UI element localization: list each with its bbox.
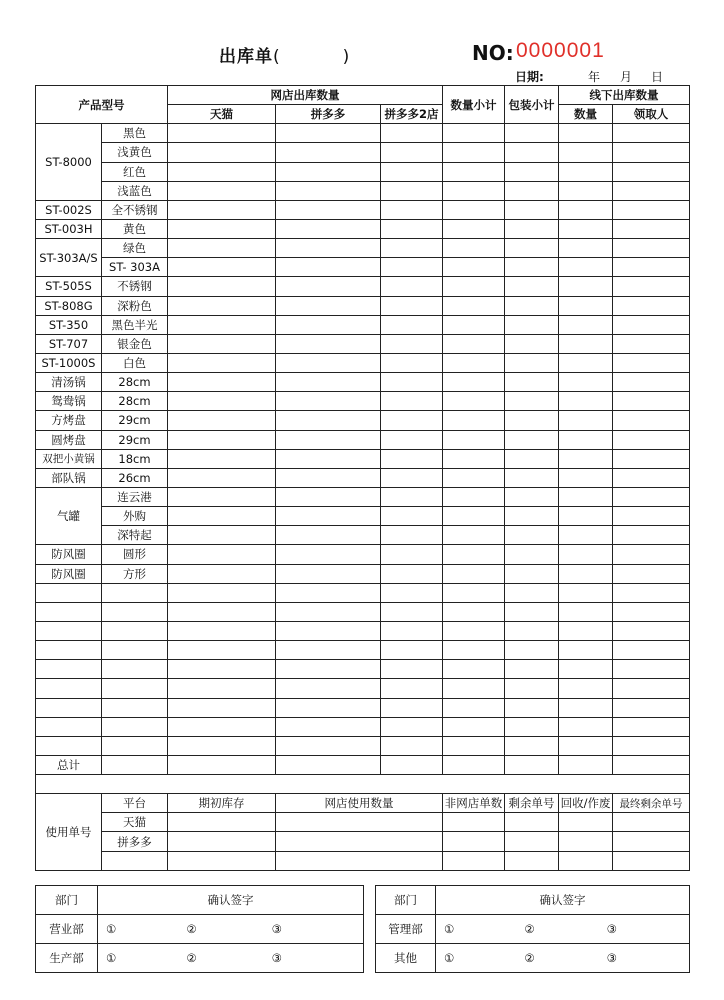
usage-opening-stock: 期初库存 xyxy=(168,794,276,813)
model-cell: 部队锅 xyxy=(36,468,102,487)
model-cell: 方烤盘 xyxy=(36,411,102,430)
usage-row xyxy=(36,851,690,870)
sign-confirm-header: 确认签字 xyxy=(436,886,690,915)
sign-slot-3[interactable]: ③ xyxy=(606,922,617,936)
sign-dept-header: 部门 xyxy=(36,886,98,915)
spec-cell: 黑色 xyxy=(102,124,168,143)
sign-slot-1[interactable]: ① xyxy=(444,922,455,936)
sign-slot-2[interactable]: ② xyxy=(524,922,535,936)
table-row xyxy=(36,487,690,506)
spec-cell: 浅黄色 xyxy=(102,143,168,162)
model-cell: ST-505S xyxy=(36,277,102,296)
sign-dept-production: 生产部 xyxy=(36,944,98,973)
sign-dept-sales: 营业部 xyxy=(36,915,98,944)
serial-number: 0000001 xyxy=(516,39,605,62)
total-label: 总计 xyxy=(36,755,102,774)
total-row xyxy=(36,755,690,774)
spec-cell: 不锈钢 xyxy=(102,277,168,296)
table-row xyxy=(36,315,690,334)
sign-slot-2[interactable]: ② xyxy=(524,951,535,965)
model-cell: ST-1000S xyxy=(36,353,102,372)
table-row xyxy=(36,373,690,392)
blank-row xyxy=(36,583,690,602)
sign-table-right xyxy=(375,885,690,973)
spec-cell: 28cm xyxy=(102,373,168,392)
usage-row xyxy=(36,832,690,851)
blank-row xyxy=(36,679,690,698)
title-text: 出库单 xyxy=(219,47,273,67)
table-row xyxy=(36,143,690,162)
table-row xyxy=(36,296,690,315)
spec-cell: 28cm xyxy=(102,392,168,411)
table-row xyxy=(36,526,690,545)
model-cell: 防风圈 xyxy=(36,564,102,583)
spec-cell: 方形 xyxy=(102,564,168,583)
usage-platform-tmall: 天猫 xyxy=(102,813,168,832)
usage-label: 使用单号 xyxy=(36,794,102,871)
col-pdd2: 拼多多2店 xyxy=(381,105,443,124)
model-cell: ST-8000 xyxy=(36,124,102,201)
col-online-out: 网店出库数量 xyxy=(168,86,443,105)
table-row xyxy=(36,124,690,143)
model-cell: 鸳鸯锅 xyxy=(36,392,102,411)
spec-cell: 黑色半光 xyxy=(102,315,168,334)
spec-cell: 绿色 xyxy=(102,239,168,258)
blank-row xyxy=(36,621,690,640)
col-offline-out: 线下出库数量 xyxy=(559,86,690,105)
blank-row xyxy=(36,717,690,736)
table-row xyxy=(36,219,690,238)
spec-cell: 银金色 xyxy=(102,334,168,353)
model-cell: ST-303A/S xyxy=(36,239,102,277)
model-cell: 双把小黄锅 xyxy=(36,449,102,468)
table-row xyxy=(36,430,690,449)
table-row xyxy=(36,392,690,411)
date-year: 年 xyxy=(588,70,601,84)
table-row xyxy=(36,411,690,430)
model-cell: 清汤锅 xyxy=(36,373,102,392)
col-pack-subtotal: 包装小计 xyxy=(505,86,559,124)
sign-slot-3[interactable]: ③ xyxy=(606,951,617,965)
spec-cell: 外购 xyxy=(102,507,168,526)
col-qty-subtotal: 数量小计 xyxy=(443,86,505,124)
spec-cell: 深特起 xyxy=(102,526,168,545)
sign-slot-3[interactable]: ③ xyxy=(271,922,282,936)
title-paren-close: ) xyxy=(342,47,351,67)
table-row xyxy=(36,564,690,583)
usage-platform-pdd: 拼多多 xyxy=(102,832,168,851)
spec-cell: 浅蓝色 xyxy=(102,181,168,200)
table-row xyxy=(36,162,690,181)
spacer-row xyxy=(36,775,690,794)
col-tmall: 天猫 xyxy=(168,105,276,124)
spec-cell: 黄色 xyxy=(102,219,168,238)
usage-platform: 平台 xyxy=(102,794,168,813)
sign-slot-1[interactable]: ① xyxy=(444,951,455,965)
sign-slot-2[interactable]: ② xyxy=(186,922,197,936)
model-cell: ST-002S xyxy=(36,200,102,219)
sign-slot-1[interactable]: ① xyxy=(106,922,117,936)
spec-cell: 红色 xyxy=(102,162,168,181)
col-product-model: 产品型号 xyxy=(36,86,168,124)
sign-slot-2[interactable]: ② xyxy=(186,951,197,965)
form-title xyxy=(219,42,350,67)
table-row xyxy=(36,258,690,277)
model-cell: ST-707 xyxy=(36,334,102,353)
outbound-table xyxy=(35,85,690,871)
spec-cell: 18cm xyxy=(102,449,168,468)
usage-header-row xyxy=(36,794,690,813)
spec-cell: 29cm xyxy=(102,411,168,430)
blank-row xyxy=(36,660,690,679)
table-row xyxy=(36,507,690,526)
spec-cell: 深粉色 xyxy=(102,296,168,315)
table-row xyxy=(36,468,690,487)
col-qty: 数量 xyxy=(559,105,613,124)
usage-remaining: 剩余单号 xyxy=(505,794,559,813)
model-cell: 气罐 xyxy=(36,487,102,544)
spec-cell: 29cm xyxy=(102,430,168,449)
table-row xyxy=(36,239,690,258)
date-month: 月 xyxy=(620,70,633,84)
sign-confirm-header: 确认签字 xyxy=(98,886,364,915)
model-cell: ST-808G xyxy=(36,296,102,315)
date-label: 日期: xyxy=(515,70,544,84)
spec-cell: ST- 303A xyxy=(102,258,168,277)
model-cell: 防风圈 xyxy=(36,545,102,564)
usage-non-online: 非网店单数 xyxy=(443,794,505,813)
usage-online-used: 网店使用数量 xyxy=(276,794,443,813)
sign-slot-3[interactable]: ③ xyxy=(271,951,282,965)
table-row xyxy=(36,200,690,219)
usage-row xyxy=(36,813,690,832)
sign-dept-management: 管理部 xyxy=(376,915,436,944)
sign-dept-header: 部门 xyxy=(376,886,436,915)
table-row xyxy=(36,334,690,353)
usage-final-remaining: 最终剩余单号 xyxy=(613,794,690,813)
col-receiver: 领取人 xyxy=(613,105,690,124)
table-row xyxy=(36,353,690,372)
spec-cell: 26cm xyxy=(102,468,168,487)
blank-row xyxy=(36,641,690,660)
sign-table-left xyxy=(35,885,364,973)
spec-cell: 白色 xyxy=(102,353,168,372)
date-day: 日 xyxy=(651,70,664,84)
model-cell: ST-350 xyxy=(36,315,102,334)
model-cell: ST-003H xyxy=(36,219,102,238)
title-paren-open: ( xyxy=(273,47,281,67)
sign-dept-other: 其他 xyxy=(376,944,436,973)
table-row xyxy=(36,449,690,468)
spec-cell: 全不锈钢 xyxy=(102,200,168,219)
sign-slot-1[interactable]: ① xyxy=(106,951,117,965)
spec-cell: 圆形 xyxy=(102,545,168,564)
table-row xyxy=(36,181,690,200)
blank-row xyxy=(36,736,690,755)
model-cell: 圆烤盘 xyxy=(36,430,102,449)
spec-cell: 连云港 xyxy=(102,487,168,506)
blank-row xyxy=(36,602,690,621)
col-pdd: 拼多多 xyxy=(276,105,381,124)
number-label: NO: xyxy=(472,41,514,65)
usage-recycle: 回收/作废 xyxy=(559,794,613,813)
table-row xyxy=(36,277,690,296)
blank-row xyxy=(36,698,690,717)
table-row xyxy=(36,545,690,564)
